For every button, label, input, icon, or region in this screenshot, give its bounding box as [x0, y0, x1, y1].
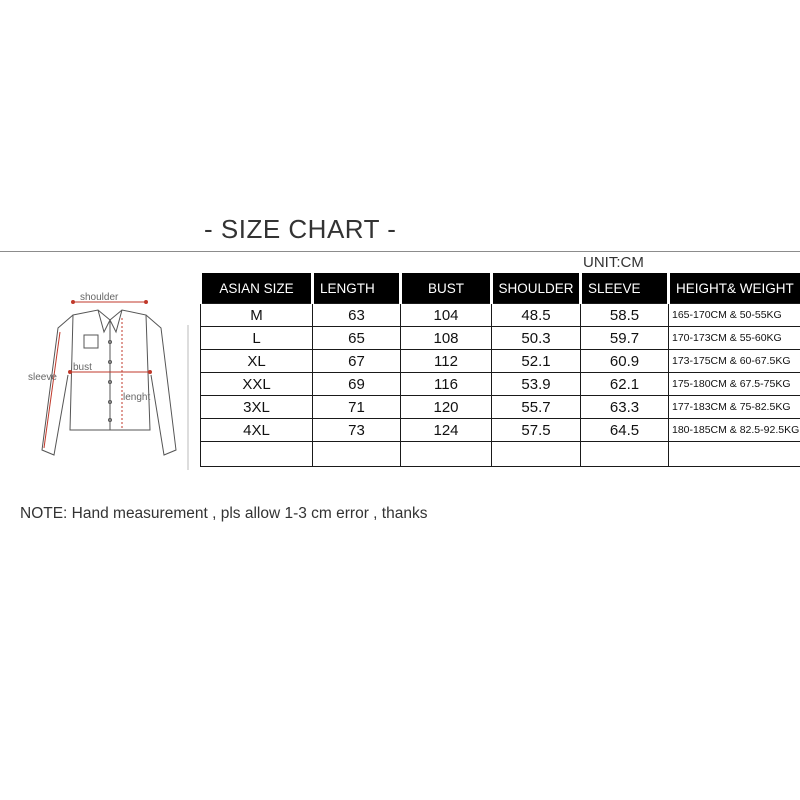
diagram-label-shoulder: shoulder [80, 292, 119, 303]
cell-length: 71 [313, 396, 401, 419]
table-row [201, 373, 800, 396]
cell-bust: 108 [401, 327, 492, 350]
table-row [201, 419, 800, 442]
cell-empty [581, 442, 669, 467]
header-asian-size: ASIAN SIZE [201, 273, 313, 304]
cell-empty [201, 442, 313, 467]
header-bust: BUST [401, 273, 492, 304]
cell-shoulder: 53.9 [492, 373, 581, 396]
shirt-right-sleeve [146, 315, 176, 455]
cell-shoulder: 48.5 [492, 304, 581, 327]
cell-height-weight: 180-185CM & 82.5-92.5KG [669, 419, 800, 442]
table-header-row [201, 273, 800, 304]
cell-height-weight: 177-183CM & 75-82.5KG [669, 396, 800, 419]
table-row [201, 350, 800, 373]
cell-bust: 116 [401, 373, 492, 396]
header-sleeve: SLEEVE [581, 273, 669, 304]
cell-size: 4XL [201, 419, 313, 442]
table-row [201, 327, 800, 350]
cell-height-weight: 165-170CM & 50-55KG [669, 304, 800, 327]
measurement-note: NOTE: Hand measurement , pls allow 1-3 cm error , thanks [20, 505, 428, 522]
cell-height-weight: 170-173CM & 55-60KG [669, 327, 800, 350]
diagram-label-sleeve: sleeve [28, 372, 57, 383]
cell-length: 67 [313, 350, 401, 373]
title-divider [0, 251, 800, 252]
cell-size: XL [201, 350, 313, 373]
cell-bust: 124 [401, 419, 492, 442]
cell-size: L [201, 327, 313, 350]
cell-shoulder: 50.3 [492, 327, 581, 350]
shirt-left-sleeve [42, 315, 73, 455]
size-chart-table [199, 273, 800, 467]
cell-empty [313, 442, 401, 467]
cell-length: 65 [313, 327, 401, 350]
shirt-measurement-diagram [18, 280, 198, 480]
cell-sleeve: 63.3 [581, 396, 669, 419]
table-row [201, 304, 800, 327]
cell-size: XXL [201, 373, 313, 396]
unit-label: UNIT:CM [583, 254, 644, 271]
cell-sleeve: 60.9 [581, 350, 669, 373]
cell-shoulder: 52.1 [492, 350, 581, 373]
header-height-weight: HEIGHT& WEIGHT [669, 273, 800, 304]
cell-length: 69 [313, 373, 401, 396]
cell-empty [492, 442, 581, 467]
cell-height-weight: 175-180CM & 67.5-75KG [669, 373, 800, 396]
cell-sleeve: 58.5 [581, 304, 669, 327]
table-row [201, 396, 800, 419]
header-length: LENGTH [313, 273, 401, 304]
diagram-label-length: lenght [123, 392, 151, 403]
table-row-empty [201, 442, 800, 467]
cell-empty [401, 442, 492, 467]
diagram-label-bust: bust [73, 362, 92, 373]
cell-height-weight: 173-175CM & 60-67.5KG [669, 350, 800, 373]
cell-sleeve: 64.5 [581, 419, 669, 442]
size-chart-title: - SIZE CHART - [204, 214, 397, 244]
cell-length: 73 [313, 419, 401, 442]
cell-bust: 112 [401, 350, 492, 373]
sleeve-measure-line [44, 332, 60, 448]
cell-shoulder: 55.7 [492, 396, 581, 419]
cell-sleeve: 59.7 [581, 327, 669, 350]
cell-size: 3XL [201, 396, 313, 419]
cell-empty [669, 442, 800, 467]
header-shoulder: SHOULDER [492, 273, 581, 304]
cell-size: M [201, 304, 313, 327]
cell-length: 63 [313, 304, 401, 327]
cell-shoulder: 57.5 [492, 419, 581, 442]
cell-bust: 120 [401, 396, 492, 419]
cell-sleeve: 62.1 [581, 373, 669, 396]
cell-bust: 104 [401, 304, 492, 327]
